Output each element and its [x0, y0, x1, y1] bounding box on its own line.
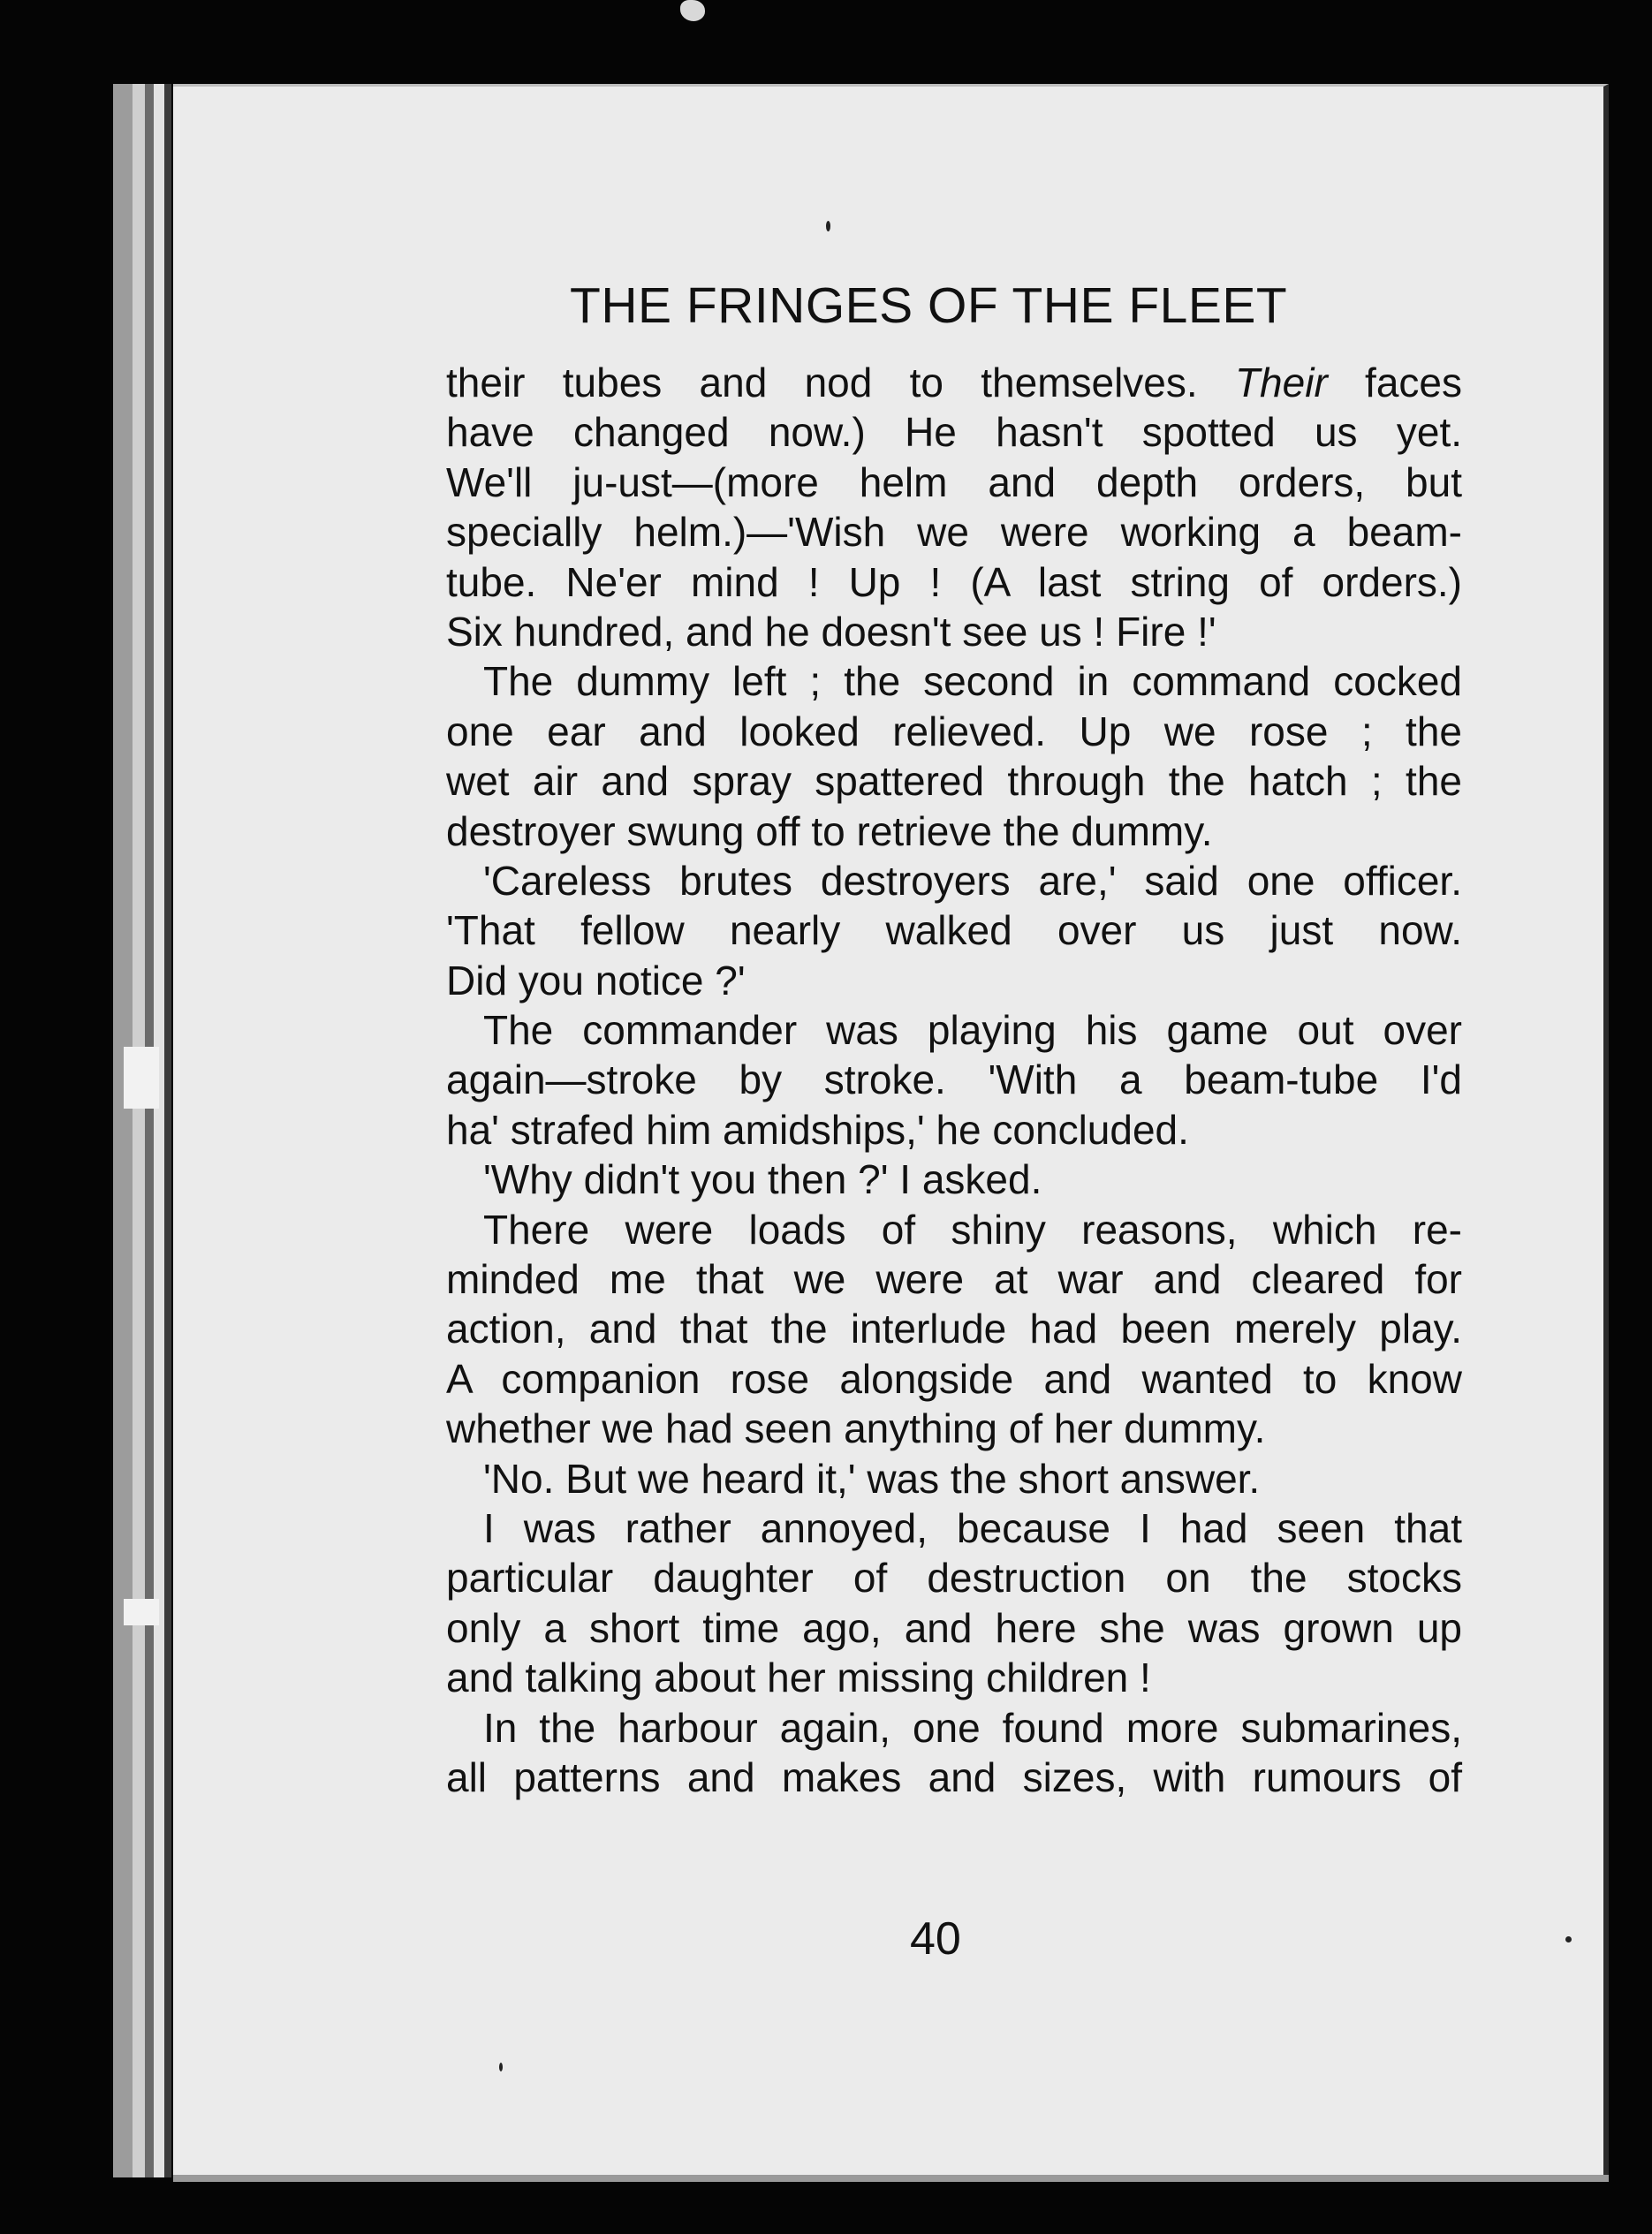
text-line: action, and that the interlude had been merely play.: [446, 1306, 1462, 1352]
dust-speck: [680, 0, 705, 21]
text-line: again—stroke by stroke. 'With a beam-tube I'd: [446, 1056, 1462, 1103]
text-line: Six hundred, and he doesn't see us ! Fire !': [446, 608, 1216, 655]
text-line: 'Careless brutes destroyers are,' said one officer.: [483, 857, 1462, 904]
italic-word: Their: [1234, 360, 1328, 405]
book-spine-edge: [113, 84, 133, 2177]
text-line: specially helm.)—'Wish we were working a beam-: [446, 509, 1462, 556]
text-line: The commander was playing his game out over: [483, 1007, 1462, 1054]
text-line: ha' strafed him amidships,' he concluded.: [446, 1106, 1189, 1153]
text-line: The dummy left ; the second in command cocked: [483, 658, 1462, 705]
text-line: We'll ju-ust—(more helm and depth orders, but: [446, 458, 1462, 505]
book-spine-edge: [154, 84, 164, 2177]
binding-mark: [124, 1599, 159, 1625]
page-number: 40: [910, 1913, 961, 1965]
ink-speck: [1565, 1936, 1572, 1942]
text-line: In the harbour again, one found more submarines,: [483, 1704, 1462, 1751]
text-line: There were loads of shiny reasons, which re-: [483, 1206, 1462, 1253]
text-line: particular daughter of destruction on the stocks: [446, 1555, 1462, 1602]
text-line: and talking about her missing children !: [446, 1655, 1151, 1701]
text-line: 'That fellow nearly walked over us just now.: [446, 907, 1462, 954]
ink-speck: [499, 2063, 503, 2071]
text-line: [446, 358, 1462, 407]
book-spine-edge: [145, 84, 154, 2177]
page-bottom-edge: [173, 2175, 1609, 2182]
text-line: wet air and spray spattered through the hatch ; the: [446, 758, 1462, 805]
text-line: 'Why didn't you then ?' I asked.: [483, 1156, 1042, 1203]
book-spine-edge: [133, 84, 145, 2177]
book-spine-edge: [164, 84, 171, 2177]
text-line: one ear and looked relieved. Up we rose ; the: [446, 708, 1462, 754]
text-line: Did you notice ?': [446, 957, 746, 1003]
text-line: minded me that we were at war and cleared for: [446, 1256, 1462, 1303]
text-line: tube. Ne'er mind ! Up ! (A last string of orders.): [446, 558, 1462, 605]
text-line: have changed now.) He hasn't spotted us yet.: [446, 409, 1462, 456]
text-line: I was rather annoyed, because I had seen that: [483, 1504, 1462, 1551]
text-line: 'No. But we heard it,' was the short answer.: [483, 1455, 1261, 1502]
body-text: [446, 358, 1462, 1802]
text-line: whether we had seen anything of her dummy.: [446, 1405, 1266, 1452]
binding-mark: [124, 1047, 159, 1109]
text-line: destroyer swung off to retrieve the dummy.: [446, 807, 1213, 854]
running-head: THE FRINGES OF THE FLEET: [570, 277, 1288, 334]
text-line: only a short time ago, and here she was grown up: [446, 1604, 1462, 1651]
text-fragment: their tubes and nod to themselves.: [446, 360, 1235, 405]
text-line: all patterns and makes and sizes, with rumours of: [446, 1753, 1462, 1800]
text-line: A companion rose alongside and wanted to know: [446, 1355, 1462, 1402]
ink-speck: [826, 221, 830, 231]
text-fragment: faces: [1327, 360, 1462, 405]
